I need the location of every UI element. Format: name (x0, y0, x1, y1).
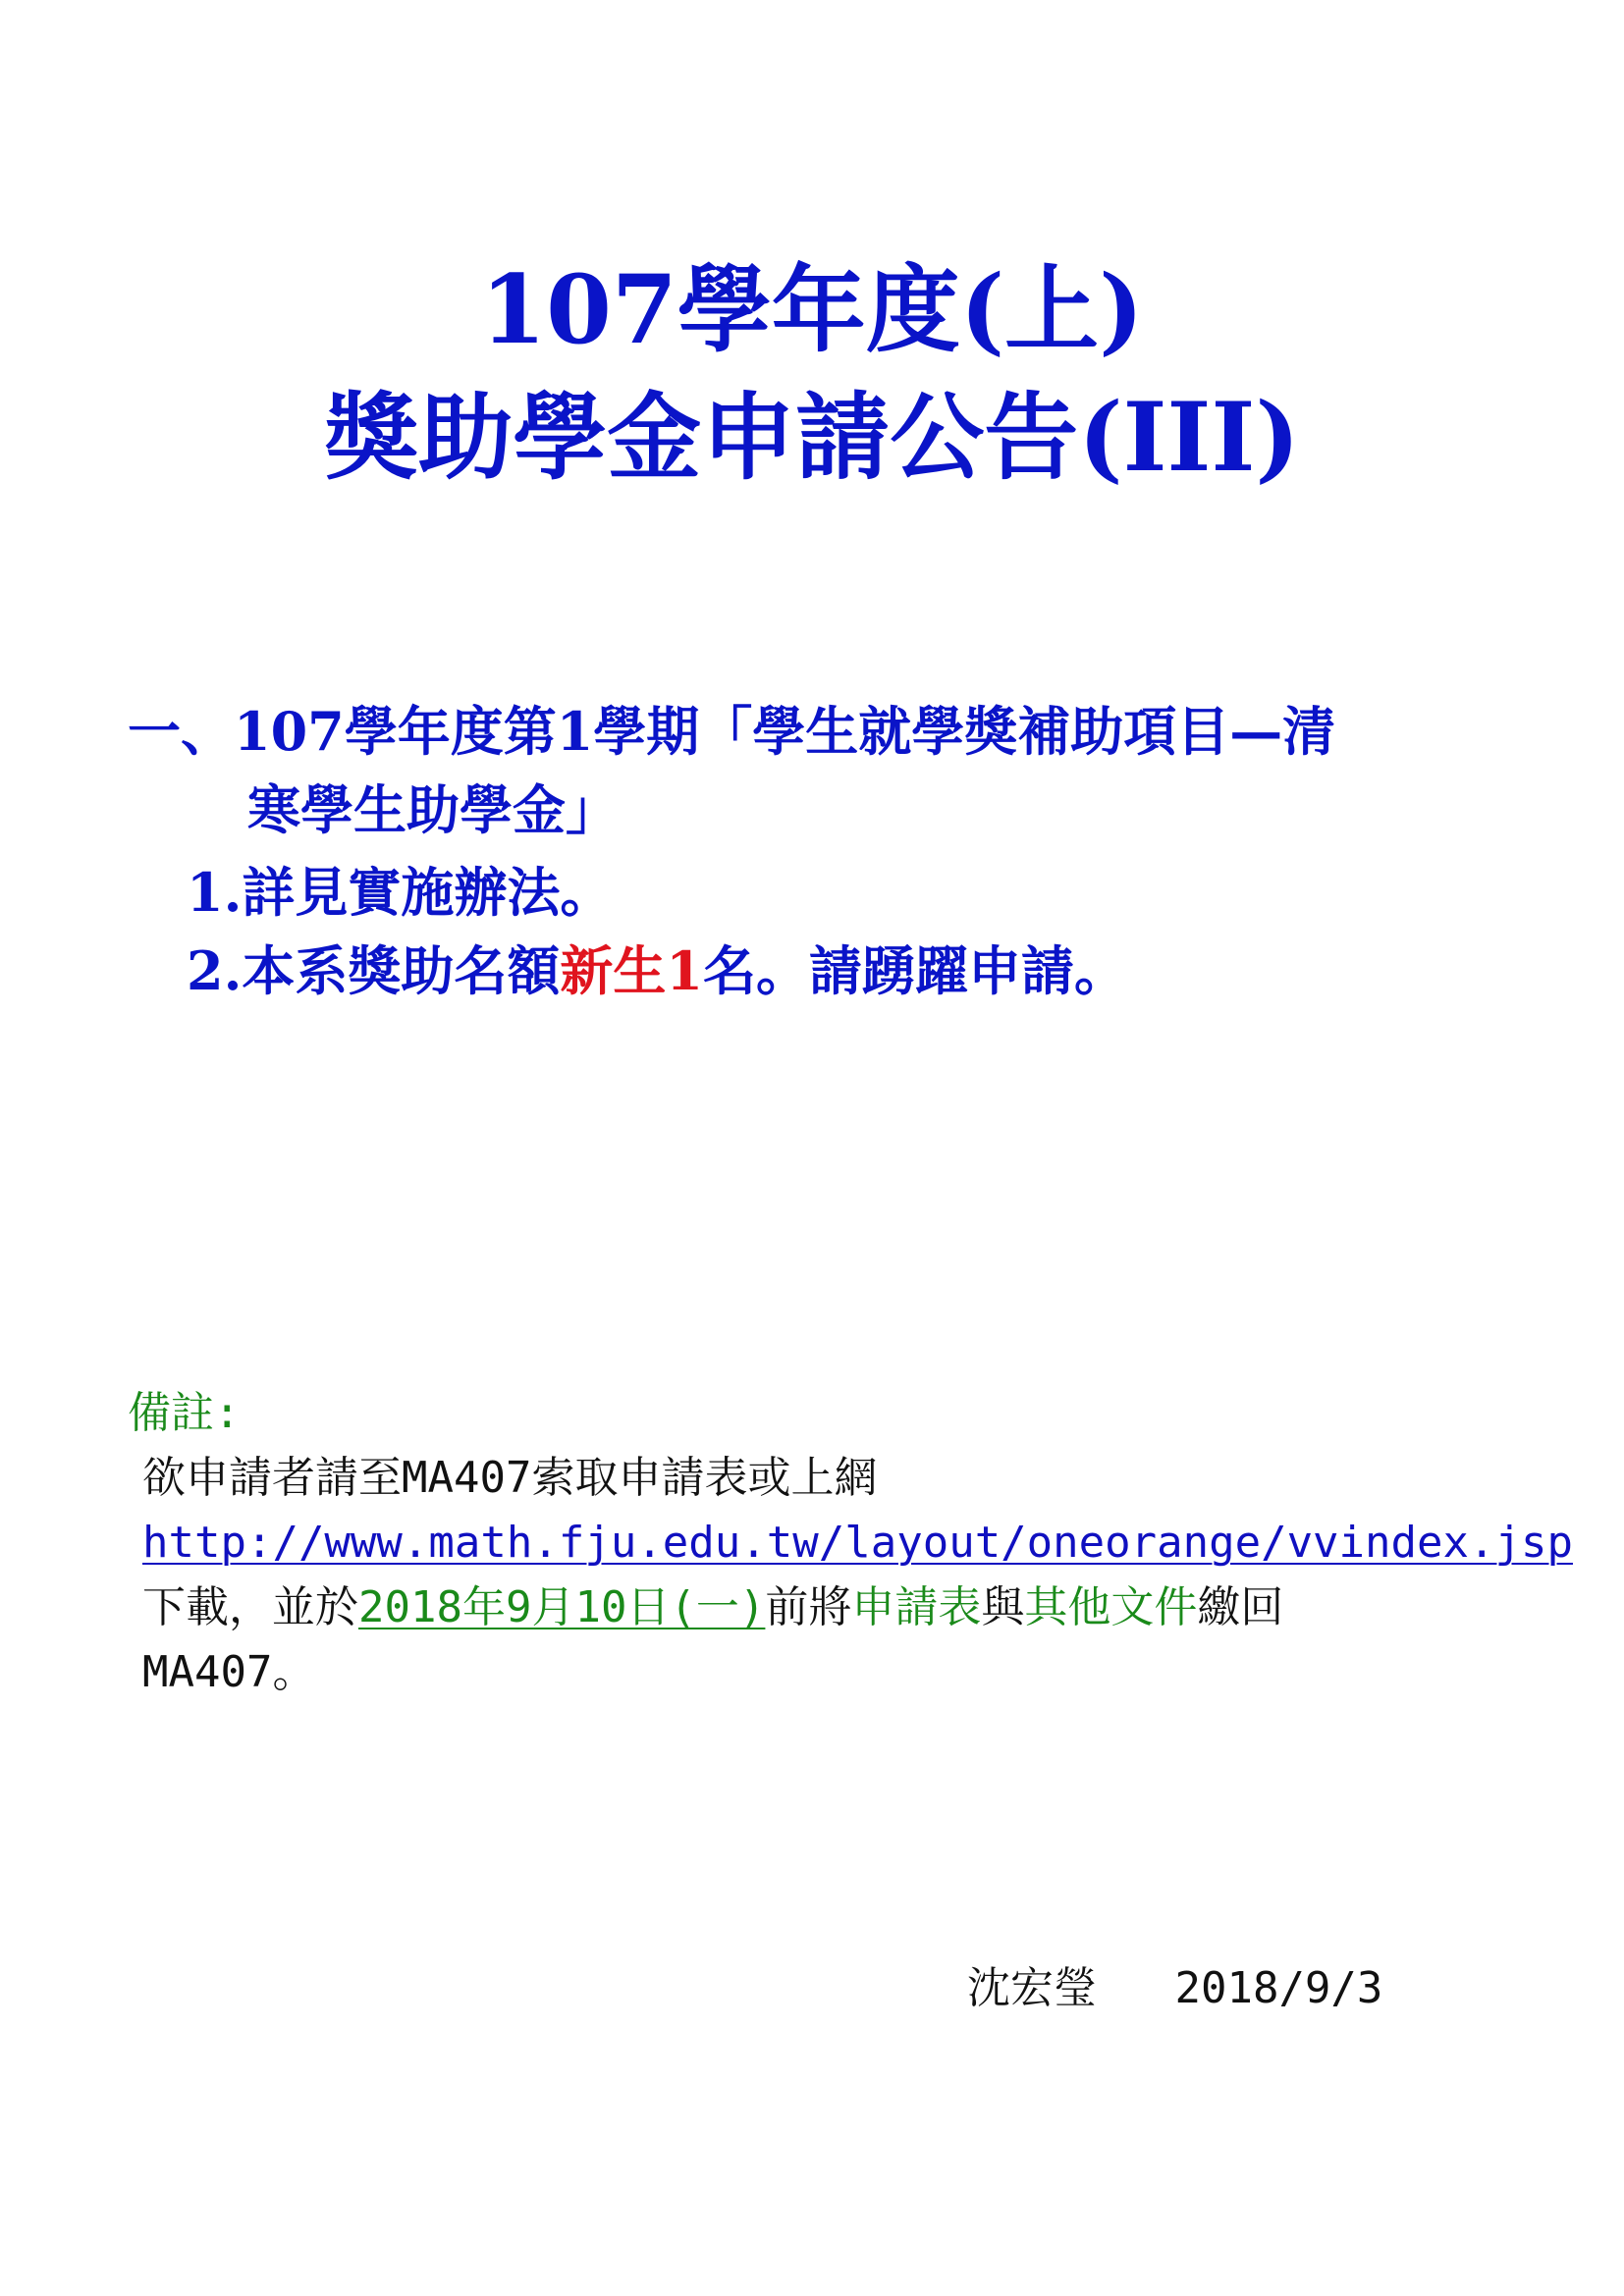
quota-highlight: 新生1 (560, 939, 703, 1002)
note-line3-a: 下載，並於 (142, 1582, 358, 1632)
section-heading-line1: 一、107學年度第1學期「學生就學獎補助項目—清 (128, 700, 1336, 763)
note-line4: MA407。 (142, 1647, 316, 1697)
signature-date: 2018/9/3 (1174, 1963, 1383, 2013)
note-line3-b: 前將 (765, 1582, 852, 1632)
note-line1: 欲申請者請至MA407索取申請表或上網 (142, 1453, 878, 1503)
note-line3 (142, 1582, 1284, 1632)
page-title-line1: 107學年度(上) (480, 254, 1144, 365)
note-line3-d: 繳回 (1197, 1582, 1284, 1632)
download-link[interactable]: http://www.math.fju.edu.tw/layout/oneorange/vvindex.jsp (142, 1518, 1573, 1568)
page-title-line2: 獎助學金申請公告(III) (324, 382, 1300, 493)
note-line3-c: 與 (981, 1582, 1025, 1632)
application-form-text: 申請表 (851, 1582, 982, 1632)
signature (967, 1963, 1383, 2013)
list-item-2-suffix: 名。請踴躍申請。 (702, 939, 1127, 1002)
list-item-2-prefix: 2.本系獎助名額 (187, 939, 561, 1002)
note-label: 備註: (128, 1388, 241, 1438)
list-item-2 (187, 939, 1127, 1002)
note-line2 (142, 1518, 1573, 1568)
other-documents-text: 其他文件 (1024, 1582, 1198, 1632)
deadline-date: 2018年9月10日(一) (358, 1582, 766, 1632)
section-heading-line2: 寒學生助學金」 (247, 778, 619, 841)
list-item-1: 1.詳見實施辦法。 (187, 861, 614, 924)
signature-author: 沈宏瑩 (967, 1963, 1097, 2013)
